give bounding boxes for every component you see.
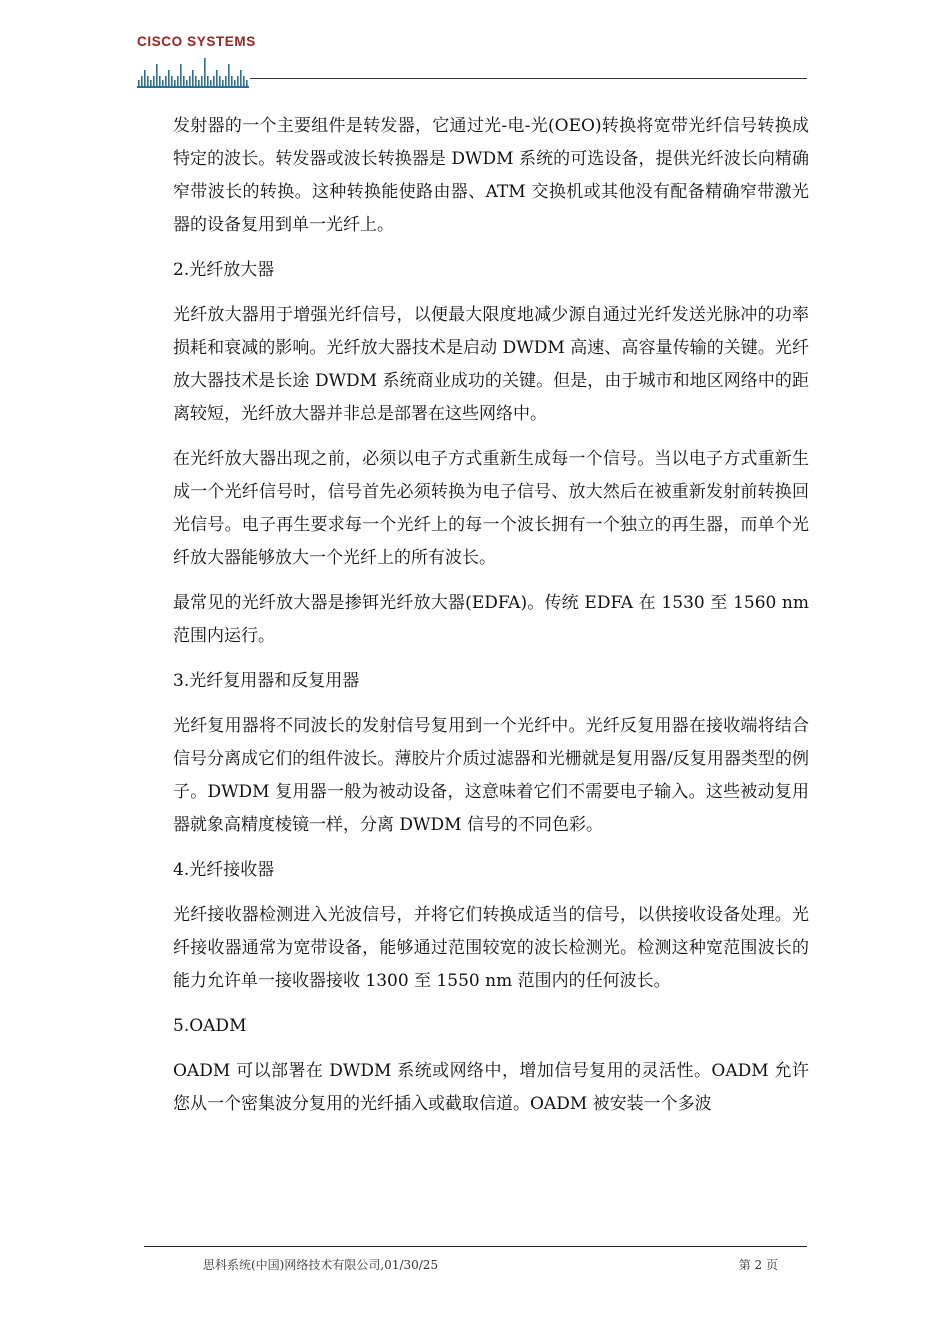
cisco-logo [137,34,256,90]
section-heading: 3.光纤复用器和反复用器 [173,671,360,691]
paragraph: 光纤放大器用于增强光纤信号，以便最大限度地减少源自通过光纤发送光脉冲的功率损耗和衰减的影响。光纤放大器技术是启动 DWDM 高速、高容量传输的关键。光纤放大器技术是长途 DWDM 系统商业成功的关键。但是，由于城市和地区网络中的距离较短，光纤放大器并非总是部署在这些网络中。 [173,305,809,424]
page-number: 第 2 页 [738,1258,778,1272]
paragraph: 发射器的一个主要组件是转发器，它通过光-电-光(OEO)转换将宽带光纤信号转换成特定的波长。转发器或波长转换器是 DWDM 系统的可选设备，提供光纤波长向精确窄带波长的转换。这种转换能使路由器、ATM 交换机或其他没有配备精确窄带激光器的设备复用到单一光纤上。 [173,116,809,235]
footer-divider [144,1246,807,1247]
section-heading: 5.OADM [173,1016,247,1036]
paragraph: 在光纤放大器出现之前，必须以电子方式重新生成每一个信号。当以电子方式重新生成一个光纤信号时，信号首先必须转换为电子信号、放大然后在被重新发射前转换回光信号。电子再生要求每一个光纤上的每一个波长拥有一个独立的再生器，而单个光纤放大器能够放大一个光纤上的所有波长。 [173,449,809,568]
section-heading: 4.光纤接收器 [173,860,275,880]
section-heading: 2.光纤放大器 [173,260,275,280]
logo-wordmark: CISCO SYSTEMS [137,34,256,49]
cisco-bars-icon [137,52,252,90]
paragraph: 光纤复用器将不同波长的发射信号复用到一个光纤中。光纤反复用器在接收端将结合信号分离成它们的组件波长。薄胶片介质过滤器和光栅就是复用器/反复用器类型的例子。DWDM 复用器一般为被动设备，这意味着它们不需要电子输入。这些被动复用器就象高精度棱镜一样，分离 DWDM 信号的不同色彩。 [173,716,809,835]
footer-company-date: 思科系统(中国)网络技术有限公司,01/30/25 [203,1258,439,1272]
header-divider [250,78,807,79]
paragraph: 最常见的光纤放大器是掺铒光纤放大器(EDFA)。传统 EDFA 在 1530 至 1560 nm 范围内运行。 [173,593,809,646]
paragraph: OADM 可以部署在 DWDM 系统或网络中，增加信号复用的灵活性。OADM 允许您从一个密集波分复用的光纤插入或截取信道。OADM 被安装一个多波 [173,1061,809,1114]
paragraph: 光纤接收器检测进入光波信号，并将它们转换成适当的信号，以供接收设备处理。光纤接收器通常为宽带设备，能够通过范围较宽的波长检测光。检测这种宽范围波长的能力允许单一接收器接收 1300 至 1550 nm 范围内的任何波长。 [173,905,809,991]
document-body [173,110,809,1133]
